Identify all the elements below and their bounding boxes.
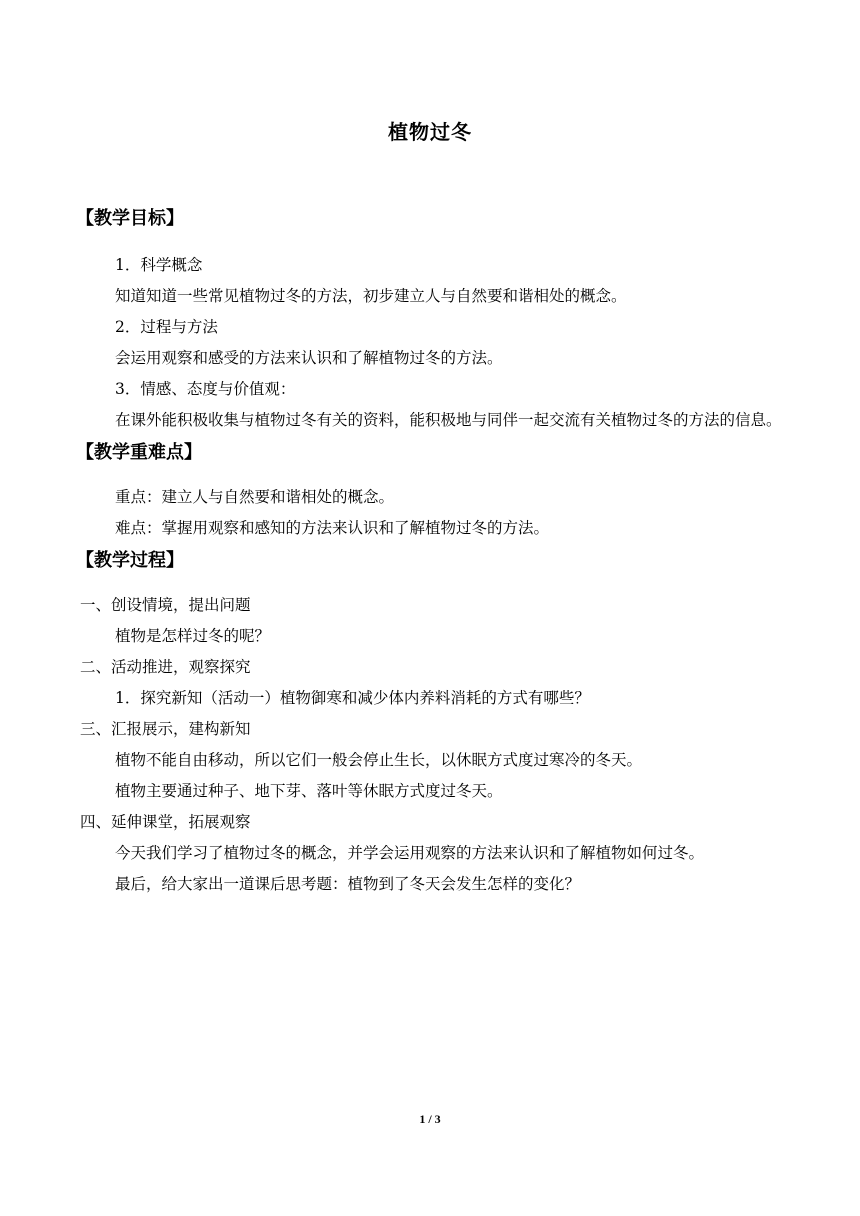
key-point-focus: 重点：建立人与自然要和谐相处的概念。 <box>115 488 395 506</box>
objective-item2-text: 会运用观察和感受的方法来认识和了解植物过冬的方法。 <box>115 349 503 367</box>
process-step1-line1: 植物是怎样过冬的呢？ <box>115 627 271 645</box>
key-points-heading: 【教学重难点】 <box>76 442 202 463</box>
process-step2-line1: 1．探究新知（活动一）植物御寒和减少体内养料消耗的方式有哪些？ <box>115 689 590 707</box>
process-step3-line2: 植物主要通过种子、地下芽、落叶等休眠方式度过冬天。 <box>115 782 503 800</box>
process-step2-title: 二、活动推进，观察探究 <box>80 658 251 676</box>
document-title: 植物过冬 <box>388 120 472 144</box>
objective-item3-text: 在课外能积极收集与植物过冬有关的资料，能积极地与同伴一起交流有关植物过冬的方法的信息。 <box>115 411 782 429</box>
process-step1-title: 一、创设情境，提出问题 <box>80 596 251 614</box>
process-step4-title: 四、延伸课堂，拓展观察 <box>80 813 251 831</box>
objective-item1-text: 知道知道一些常见植物过冬的方法，初步建立人与自然要和谐相处的概念。 <box>115 287 627 305</box>
document-body <box>76 204 786 900</box>
objective-item3-title: 3．情感、态度与价值观： <box>115 380 296 398</box>
objective-item2-title: 2．过程与方法 <box>115 318 218 336</box>
objectives-heading: 【教学目标】 <box>76 208 184 229</box>
process-step4-line1: 今天我们学习了植物过冬的概念，并学会运用观察的方法来认识和了解植物如何过冬。 <box>115 844 705 862</box>
key-point-difficulty: 难点：掌握用观察和感知的方法来认识和了解植物过冬的方法。 <box>115 519 550 537</box>
process-heading: 【教学过程】 <box>76 550 184 571</box>
process-step3-title: 三、汇报展示，建构新知 <box>80 720 251 738</box>
page-number: 1 / 3 <box>419 1112 441 1126</box>
process-step4-line2: 最后，给大家出一道课后思考题：植物到了冬天会发生怎样的变化？ <box>115 875 581 893</box>
process-step3-line1: 植物不能自由移动，所以它们一般会停止生长，以休眠方式度过寒冷的冬天。 <box>115 751 643 769</box>
objective-item1-title: 1．科学概念 <box>115 256 203 274</box>
